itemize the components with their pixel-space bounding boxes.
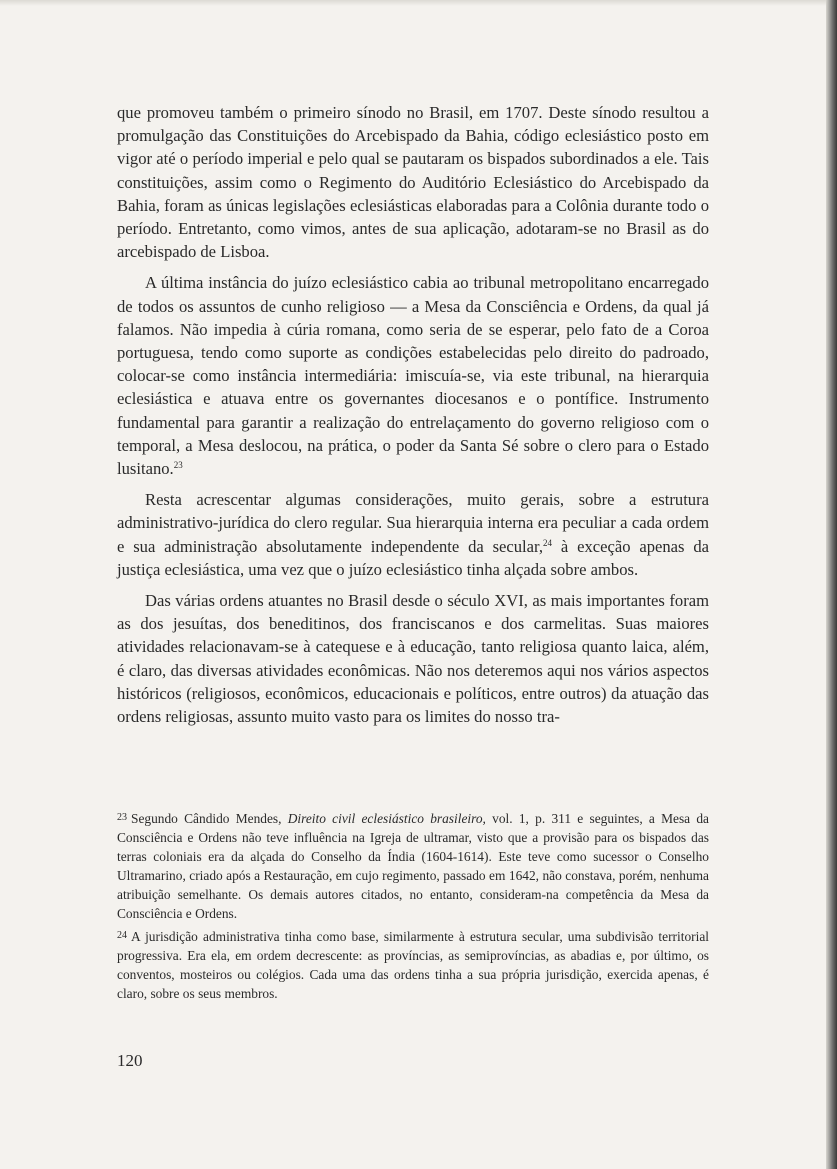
- footnote-23: [117, 809, 709, 923]
- paragraph-2: [117, 271, 709, 480]
- paragraph-3-text-a: Resta acrescentar algumas considerações, muito gerais, sobre a estrutura administrativo-jurídica do clero regular. Sua hierarquia interna era peculiar a cada ordem e sua administração absolutamente independente da secular,: [117, 490, 709, 556]
- footnote-ref-24: 24: [543, 537, 553, 548]
- footnote-ref-23: 23: [173, 460, 183, 471]
- footnote-23-number: 23: [117, 812, 127, 823]
- paragraph-1: que promoveu também o primeiro sínodo no Brasil, em 1707. Deste sínodo resultou a promulgação das Constituições do Arcebispado da Bahia, código eclesiástico posto em vigor até o período imperial e pelo qual se pautaram os bispados subordinados a ele. Tais constituições, assim como o Regimento do Auditório Eclesiástico do Arcebispado da Bahia, foram as únicas legislações eclesiásticas elaboradas para a Colônia durante todo o período. Entretanto, como vimos, antes de sua aplicação, adotaram-se no Brasil as do arcebispado de Lisboa.: [117, 103, 709, 262]
- page-top-shadow: [0, 0, 826, 6]
- page-number: 120: [117, 1051, 143, 1070]
- footnotes: [117, 809, 709, 1008]
- footnote-23-pre: Segundo Cândido Mendes,: [131, 811, 288, 826]
- footnote-24-number: 24: [117, 930, 127, 942]
- footnote-24-text: A jurisdição administrativa tinha como base, similarmente à estrutura secular, uma subdivisão territorial progressiva. Era ela, em ordem decrescente: as províncias, as semiprovíncias, as abadias e, por último, os conventos, mosteiros ou colégios. Cada uma das ordens tinha a sua própria jurisdição, exercida apenas, é claro, sobre os seus membros.: [117, 929, 709, 1002]
- paragraph-3: [117, 488, 709, 581]
- paragraph-4: Das várias ordens atuantes no Brasil desde o século XVI, as mais importantes foram as dos jesuítas, dos beneditinos, dos franciscanos e dos carmelitas. Suas maiores atividades relacionavam-se à catequese e à educação, tanto religiosa quanto laica, além, é claro, das diversas atividades econômicas. Não nos deteremos aqui nos vários aspectos históricos (religiosos, econômicos, educacionais e políticos, entre outros) da atuação das ordens religiosas, assunto muito vasto para os limites do nosso tra-: [117, 591, 709, 727]
- footnote-24: [117, 927, 709, 1004]
- paragraph-2-text: A última instância do juízo eclesiástico cabia ao tribunal metropolitano encarregado de todos os assuntos de cunho religioso — a Mesa da Consciência e Ordens, da qual já falamos. Não impedia à cúria romana, como seria de se esperar, pelo fato de a Coroa portuguesa, tendo como suporte as condições estabelecidas pelo direito do padroado, colocar-se como instância intermediária: imiscuía-se, via este tribunal, na hierarquia eclesiástica e atuava entre os governantes diocesanos e o pontífice. Instrumento fundamental para garantir a realização do entrelaçamento do governo religioso com o temporal, a Mesa deslocou, na prática, o poder da Santa Sé sobre o clero para o Estado lusitano.: [117, 273, 709, 479]
- footnote-23-post: vol. 1, p. 311 e seguintes, a Mesa da Consciência e Ordens não teve influência na Igreja de ultramar, visto que a provisão para os bispados das terras coloniais era da alçada do Conselho da Índia (1604-1614). Este teve como sucessor o Conselho Ultramarino, criado após a Restauração, em cujo regimento, passado em 1642, não constava, porém, nenhuma atribuição semelhante. Os demais autores citados, no entanto, consideram-na competência da Mesa da Consciência e Ordens.: [117, 811, 710, 921]
- main-text: [117, 101, 709, 736]
- paragraph-3-text-b: à exceção apenas da justiça eclesiástica, uma vez que o juízo eclesiástico tinha alçada sobre ambos.: [117, 536, 710, 579]
- page-edge-shadow: [826, 0, 837, 1169]
- footnote-23-title: Direito civil eclesiástico brasileiro,: [287, 811, 486, 826]
